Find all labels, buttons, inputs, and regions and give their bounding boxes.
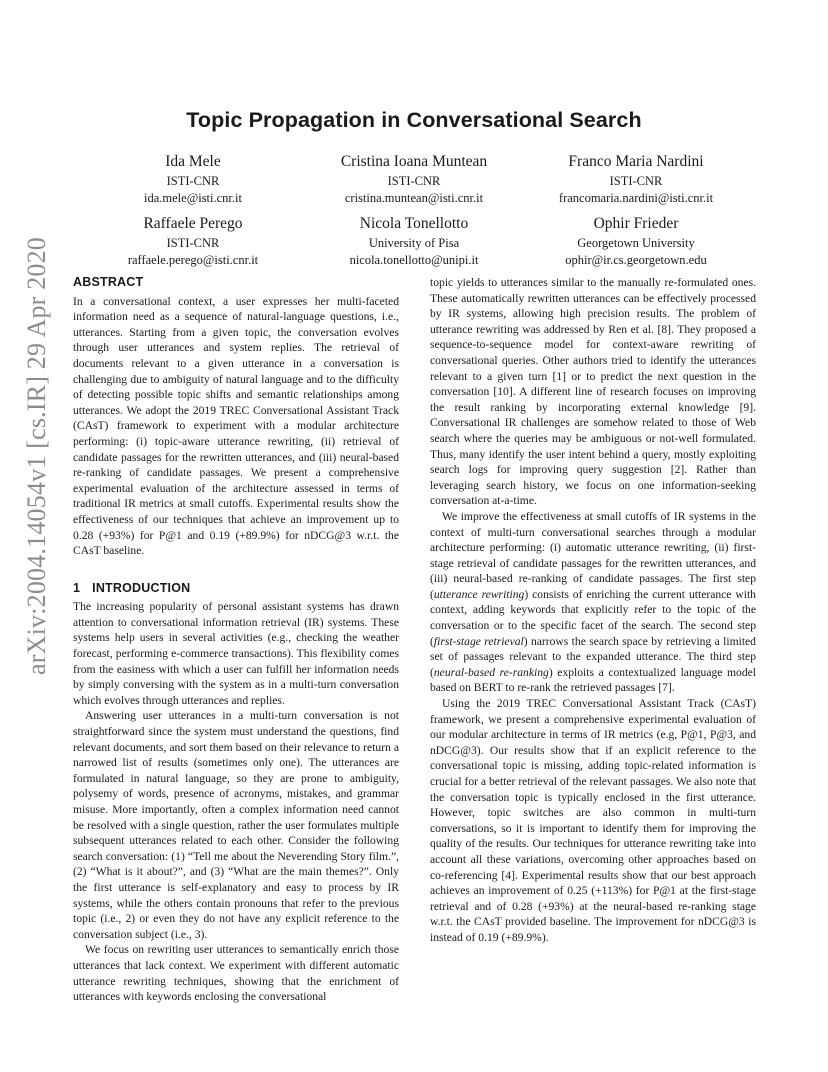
author-affiliation: ISTI-CNR (387, 173, 441, 188)
author-name: Ophir Frieder (593, 215, 679, 232)
author-affiliation: ISTI-CNR (166, 235, 220, 250)
paragraph: topic yields to utterances similar to the manually re-formulated ones. These automatically rewritten utterances can be effectively processed by IR systems, allowing high precision results. The problem of utterance rewriting was addressed by Ren et al. [8]. They proposed a sequence-to-sequence model for context-aware rewriting of conversational queries. Other authors tried to identify the utterances relevant to a given turn [1] or to predict the next question in the conversation [10]. A different line of research focuses on improving the result ranking by incorporating external knowledge [9]. Conversational IR challenges are somehow related to those of Web search where the queries may be ambiguous or not-well formulated. Thus, many identify the user intent behind a query, mostly exploiting search logs for improving query suggestion [2]. Rather than leveraging search history, we focus on one information-seeking conversation at-a-time. (430, 276, 756, 508)
abstract-text: In a conversational context, a user expresses her multi-faceted information need as a sequence of natural-language questions, i.e., utterances. Starting from a given topic, the conversation evolves through user utterances and system replies. The retrieval of documents relevant to a given utterance in a conversation is challenging due to ambiguity of natural language and to the difficulty of detecting possible topic shifts and semantic relationships among utterances. We adopt the 2019 TREC Conversational Assistant Track (CAsT) framework to experiment with a modular architecture performing: (i) topic-aware utterance rewriting, (ii) retrieval of candidate passages for the rewritten utterances, and (iii) neural-based re-ranking of candidate passages. We present a comprehensive experimental evaluation of the architecture assessed in terms of traditional IR metrics at small cutoffs. Experimental results show the effectiveness of our techniques that achieve an improvement up to 0.28 (+93%) for P@1 and 0.19 (+89.9%) for nDCG@3 w.r.t. the CAsT baseline. (73, 294, 399, 558)
text-run: We improve the effectiveness at small cutoffs of IR systems in the context of multi-turn conversational searches through a modular architecture performing: (i) automatic utterance rewriting, (ii) first-stage retrieval of candidate passages for the rewritten utterances, and (iii) neural-based re-ranking of candidate passages. The first step ( (430, 509, 756, 601)
author-name: Nicola Tonellotto (359, 215, 469, 232)
paper-title: Topic Propagation in Conversational Search (186, 108, 642, 132)
arxiv-identifier: arXiv:2004.14054v1 [cs.IR] 29 Apr 2020 (22, 237, 51, 675)
right-column (430, 275, 756, 946)
text-run: ) narrows the search space by retrieving a limited set of passages relevant to the expanded utterance. The third step ( (430, 634, 756, 679)
author-email: nicola.tonellotto@unipi.it (349, 252, 479, 267)
author-affiliation: ISTI-CNR (609, 173, 663, 188)
author-name: Raffaele Perego (143, 215, 243, 232)
section-heading (73, 581, 399, 597)
author-name: Cristina Ioana Muntean (340, 153, 488, 170)
author-affiliation: Georgetown University (577, 235, 695, 250)
author-block (284, 152, 544, 207)
paragraph: Answering user utterances in a multi-turn conversation is not straightforward since the system must understand the questions, find relevant documents, and sort them based on their relevance to return a narrowed list of results (sometimes only one). The utterances are formulated in natural language, so they are prone to ambiguity, polysemy of words, presence of acronyms, mistakes, and grammar misuse. More importantly, often a complex information need cannot be resolved with a single question, rather the user formulates multiple subsequent utterances related to each other. Consider the following search conversation: (1) “Tell me about the Neverending Story film.”, (2) “What is it about?”, and (3) “What are the main themes?”. Only the first utterance is self-explanatory and easy to process by IR systems, while the others contain pronouns that refer to the previous topic (i.e., 2) or even they do not have any explicit reference to the conversation subject (i.e., 3). (73, 709, 399, 941)
author-email: cristina.muntean@isti.cnr.it (344, 190, 484, 205)
author-email: ophir@ir.cs.georgetown.edu (565, 252, 707, 267)
author-name: Ida Mele (165, 153, 221, 170)
text-run: ) consists of enriching the current utterance with context, adding keywords that explicitly refer to the topic of the conversation or to the specific facet of the search. The second step ( (430, 587, 756, 648)
author-block (506, 214, 766, 269)
emphasis: utterance rewriting (433, 587, 525, 601)
paragraph: Using the 2019 TREC Conversational Assistant Track (CAsT) framework, we present a comprehensive experimental evaluation of our modular architecture in terms of IR metrics (e.g, P@1, P@3, and nDCG@3). Our results show that if an explicit reference to the conversational topic is missing, adding topic-related information is crucial for a better retrieval of the relevant passages. We also note that the conversation topic is typically enclosed in the first utterance. However, topic switches are also common in multi-turn conversations, so it is important to identify them for improving the quality of the results. Our techniques for utterance rewriting take into account all these variations, overcoming other approaches based on co-referencing [4]. Experimental results show that our best approach achieves an improvement of 0.25 (+113%) for P@1 at the first-stage retrieval and of 0.28 (+93%) at the neural-based re-ranking stage w.r.t. the CAsT provided baseline. The improvement for nDCG@3 is instead of 0.19 (+89.9%). (430, 697, 756, 944)
text-run: ) exploits a contextualized language model based on BERT to re-rank the retrieved passages [7]. (430, 665, 757, 695)
author-block (506, 152, 766, 207)
emphasis: neural-based re-ranking (433, 665, 549, 679)
paragraph (430, 509, 756, 696)
abstract-heading: ABSTRACT (73, 275, 144, 289)
paragraph: We focus on rewriting user utterances to semantically enrich those utterances that lack context. We experiment with different automatic utterance rewriting techniques, showing that the enrichment of utterances with keywords enclosing the conversational (73, 943, 399, 1004)
author-email: raffaele.perego@isti.cnr.it (127, 252, 259, 267)
author-email: ida.mele@isti.cnr.it (144, 190, 242, 205)
author-affiliation: University of Pisa (368, 235, 460, 250)
section-title: INTRODUCTION (92, 580, 191, 595)
author-email: francomaria.nardini@isti.cnr.it (558, 190, 714, 205)
emphasis: first-stage retrieval (433, 634, 524, 648)
section-number: 1 (73, 580, 81, 595)
author-block (284, 214, 544, 269)
author-name: Franco Maria Nardini (568, 153, 704, 170)
left-column (73, 275, 399, 1005)
author-affiliation: ISTI-CNR (166, 173, 220, 188)
paragraph: The increasing popularity of personal assistant systems has drawn attention to conversational information retrieval (IR) systems. These systems help users in several activities (e.g., checking the weather forecast, performing e-commerce transactions). This flexibility comes from the easiness with which a user can fulfill her information needs by simply conversing with the system as in a multi-turn conversation which evolves through utterances and replies. (73, 600, 399, 707)
